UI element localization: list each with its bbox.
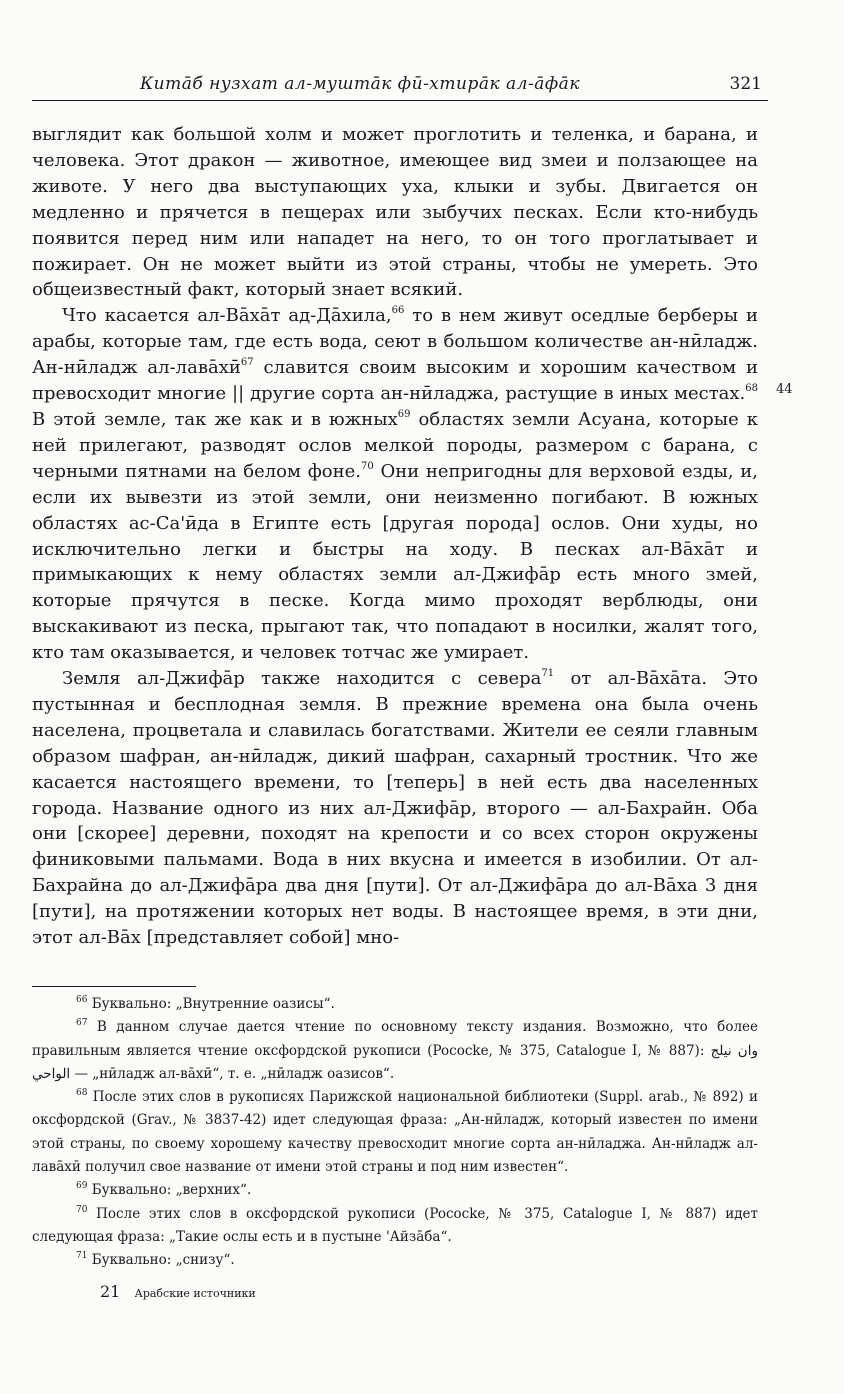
- footnote: [32, 993, 758, 1016]
- footnote-number: 67: [76, 1018, 88, 1029]
- footnote-number: 69: [76, 1181, 88, 1192]
- footnote-text: После этих слов в рукописях Парижской национальной библиотеки (Suppl. arab., № 892) и оксфордской (Grav., № 3837-42) идет следующая фраза: „Ан-нӣладж, который известен по имени этой страны, по своему хорошему качеству превосходит многие сорта ан-нӣладжа. Ан-нӣладж ал-лавāхӣ получил свое название от имени этой страны и под ним известен“.: [32, 1089, 758, 1176]
- paragraph-text: Земля ал-Джифāр также находится с севера: [62, 668, 542, 690]
- paragraph: [32, 666, 758, 951]
- paragraph-text: Они непригодны для верховой езды, и, если их вывезти из этой земли, они неизменно погибают. В южных областях ас-Са'ӣда в Египте есть [другая порода] ослов. Они худы, но исключительно легки и быстры на ходу. В песках ал-Вāхāт и примыкающих к нему областях земли ал-Джифāр есть много змей, которые прячутся в песке. Когда мимо проходят верблюды, они выскакивают из песка, прыгают так, что попадают в носилки, жалят того, кто там оказывается, и человек тотчас же умирает.: [32, 460, 758, 664]
- footnote: [32, 1249, 758, 1272]
- paragraph-text: выглядит как большой холм и может проглотить и теленка, и барана, и человека. Этот дракон — животное, имеющее вид змеи и ползающее на животе. У него два выступающих уха, клыки и зубы. Двигается он медленно и прячется в пещерах или зыбучих песках. Если кто-нибудь появится перед ним или нападет на него, то он того проглатывает и пожирает. Он не может выйти из этой страны, чтобы не умереть. Это общеизвестный факт, который знает всякий.: [32, 124, 758, 301]
- footnote: [32, 1016, 758, 1086]
- paragraph-text: В этой земле, так же как и в южных: [32, 408, 398, 430]
- main-text: [32, 122, 758, 951]
- footnote: [32, 1086, 758, 1179]
- footnote-number: 70: [76, 1204, 88, 1215]
- running-header: [32, 66, 768, 101]
- paragraph-text: славится своим высоким и хорошим качеством и превосходит многие || другие сорта ан-нӣладжа, растущие в иных местах.: [32, 357, 758, 405]
- footnotes: [32, 993, 758, 1273]
- footnote-number: 68: [76, 1088, 88, 1099]
- footnote-reference[interactable]: 68: [745, 383, 758, 395]
- footnote-divider: [32, 986, 196, 987]
- footnote-reference[interactable]: 71: [541, 668, 555, 680]
- footnote-number: 71: [76, 1251, 88, 1262]
- paragraph: [32, 303, 758, 666]
- page-number: 321: [729, 74, 762, 94]
- footnote: [32, 1203, 758, 1250]
- footnote-text: После этих слов в оксфордской рукописи (Pococke, № 375, Catalogue I, № 887) идет следующая фраза: „Такие ослы есть и в пустыне 'Айзāба“.: [32, 1205, 758, 1245]
- printer-signature: [100, 1282, 256, 1301]
- paragraph-text: областях земли Асуана, которые к ней прилегают, разводят ослов мелкой породы, размером с барана, с черными пятнами на белом фоне.: [32, 408, 759, 482]
- footnote-text: В данном случае дается чтение по основному тексту издания. Возможно, что более правильным является чтение оксфордской рукописи (Pococke, № 375, Catalogue I, № 887): وان نيلج الواحي — „нӣладж ал-вāхӣ“, т. е. „нӣладж оазисов“.: [32, 1019, 758, 1082]
- footnote-text: Буквально: „верхних“.: [91, 1182, 252, 1199]
- paragraph-text: от ал-Вāхāта. Это пустынная и бесплодная земля. В прежние времена она была очень населена, процветала и славилась богатствами. Жители ее сеяли главным образом шафран, ан-нӣладж, дикий шафран, сахарный тростник. Что же касается настоящего времени, то [теперь] в ней есть два населенных города. Название одного из них ал-Джифāр, второго — ал-Бахрайн. Оба они [скорее] деревни, походят на крепости и со всех сторон окружены финиковыми пальмами. Вода в них вкусна и имеется в изобилии. От ал-Бахрайна до ал-Джифāра два дня [пути]. От ал-Джифāра до ал-Вāха 3 дня [пути], на протяжении которых нет воды. В настоящее время, в эти дни, этот ал-Вāх [представляет собой] мно-: [32, 668, 758, 949]
- margin-folio-number: 44: [776, 382, 793, 397]
- running-title: Китāб нузхат ал-муштāк фӣ-хтирāк ал-āфāк: [140, 74, 580, 94]
- footnote-number: 66: [76, 995, 88, 1005]
- footnote-text: Буквально: „Внутренние оазисы“.: [91, 996, 335, 1012]
- paragraph: [32, 122, 758, 303]
- footnote-reference[interactable]: 67: [240, 357, 254, 369]
- signature-text: Арабские источники: [134, 1287, 256, 1300]
- paragraph-text: Что касается ал-Вāхāт ад-Дāхила,: [62, 305, 392, 327]
- footnote-text: Буквально: „снизу“.: [91, 1252, 235, 1269]
- signature-number: 21: [100, 1282, 121, 1301]
- footnote: [32, 1179, 758, 1202]
- paragraph-text: то в нем живут оседлые берберы и арабы, которые там, где есть вода, сеют в большом количестве ан-нӣладж. Ан-нӣладж ал-лавāхӣ: [32, 305, 758, 379]
- footnote-reference[interactable]: 70: [361, 460, 374, 472]
- footnote-reference[interactable]: 69: [397, 408, 411, 420]
- footnote-reference[interactable]: 66: [391, 305, 405, 317]
